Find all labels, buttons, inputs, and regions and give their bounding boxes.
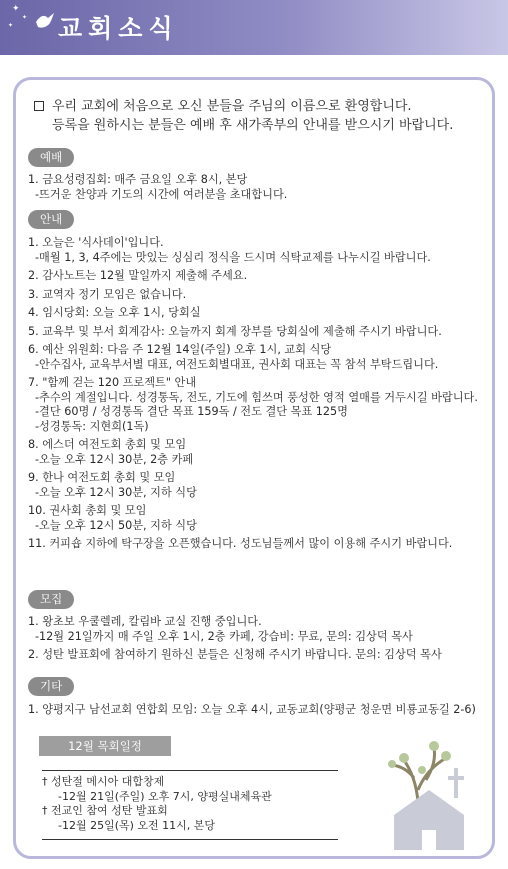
schedule-entry-title: † 전교인 참여 성탄 발표회 [42, 804, 168, 817]
list-item-text: 6. 예산 위원회: 다음 주 12월 14일(주일) 오후 1시, 교회 식당 [28, 343, 332, 356]
list-item-detail: -결단 60명 / 성경통독 결단 목표 159독 / 전도 결단 목표 125명 [35, 405, 348, 418]
section-etc [28, 703, 490, 722]
list-item-text: 4. 임시당회: 오늘 오후 1시, 당회실 [28, 306, 201, 319]
divider [42, 770, 338, 771]
list-item-detail: -12월 21일까지 매 주일 오후 1시, 2층 카페, 강습비: 무료, 문의: 김상덕 목사 [35, 629, 413, 643]
list-item-text: 1. 오늘은 '식사데이'입니다. [28, 236, 164, 249]
list-item-text: 2. 성탄 발표회에 참여하기 원하신 분들은 신청해 주시기 바랍니다. 문의: 김상덕 목사 [28, 648, 442, 661]
list-item [28, 236, 490, 265]
dove-icon [34, 10, 56, 32]
sparkle-icon: ✦ [12, 4, 20, 14]
list-item-text: 8. 에스더 여전도회 총회 및 모임 [28, 438, 187, 451]
section-label-etc: 기타 [28, 677, 74, 696]
section-notice [28, 236, 490, 556]
list-item [28, 648, 490, 663]
list-item [28, 504, 490, 533]
church-tree-illustration [374, 720, 484, 850]
list-item-detail: -오늘 오후 12시 30분, 2층 카페 [35, 452, 194, 466]
schedule-label: 12월 목회일정 [39, 736, 171, 756]
list-item-text: 5. 교육부 및 부서 회계감사: 오늘까지 회계 장부를 당회실에 제출해 주시기 바랍니다. [28, 324, 442, 338]
list-item [28, 288, 490, 303]
welcome-line: 등록을 원하시는 분들은 예배 후 새가족부의 안내를 받으시기 바랍니다. [52, 118, 454, 133]
list-item-detail: -추수의 계절입니다. 성경통독, 전도, 기도에 힘쓰며 풍성한 영적 열매를 거두시길 바랍니다. [35, 390, 478, 404]
section-label-worship: 예배 [28, 148, 74, 167]
list-item-text: 11. 커피숍 지하에 탁구장을 오픈했습니다. 성도님들께서 많이 이용해 주시기 바랍니다. [28, 537, 453, 550]
list-item [28, 325, 490, 340]
list-item-text: 2. 감사노트는 12월 말일까지 제출해 주세요. [28, 269, 248, 282]
header-banner [0, 0, 508, 55]
divider [42, 839, 338, 840]
list-item-text: 1. 금요성령집회: 매주 금요일 오후 8시, 본당 [28, 173, 248, 186]
checkbox-bullet-icon [34, 101, 44, 111]
page-title: 교회소식 [58, 14, 179, 43]
welcome-message [34, 97, 484, 135]
list-item-text: 10. 권사회 총회 및 모임 [28, 504, 147, 517]
list-item [28, 269, 490, 284]
list-item [28, 537, 490, 552]
list-item-detail: -오늘 오후 12시 30분, 지하 식당 [35, 485, 197, 499]
section-label-notice: 안내 [28, 210, 74, 229]
list-item-detail: -매월 1, 3, 4주에는 맛있는 싱심리 정식을 드시며 식탁교제를 나누시길 바랍니다. [35, 250, 431, 264]
welcome-line: 우리 교회에 처음으로 오신 분들을 주님의 이름으로 환영합니다. [52, 99, 412, 114]
list-item [28, 703, 490, 718]
sparkle-icon: ✦ [22, 14, 28, 21]
list-item-text: 9. 한나 여전도회 총회 및 모임 [28, 471, 176, 484]
section-label-recruit: 모집 [28, 590, 74, 609]
list-item [28, 438, 490, 467]
list-item-text: 7. "함께 걷는 120 프로젝트" 안내 [28, 376, 197, 389]
list-item [28, 615, 490, 644]
list-item [28, 306, 490, 321]
list-item-detail: -안수집사, 교육부서별 대표, 여전도회별대표, 권사회 대표는 꼭 참석 부탁드립니다. [35, 357, 439, 371]
list-item-detail: -오늘 오후 12시 50분, 지하 식당 [35, 518, 197, 532]
schedule-entry-detail: -12월 21일(주일) 오후 7시, 양평실내체육관 [58, 789, 272, 803]
list-item-text: 1. 왕초보 우쿨렐레, 칼림바 교실 진행 중입니다. [28, 615, 262, 628]
sparkle-icon: ✦ [8, 22, 14, 29]
list-item-text: 1. 양평지구 남선교회 연합회 모임: 오늘 오후 4시, 교동교회(양평군 청운면 비룡교동길 2-6) [28, 703, 476, 716]
news-card [13, 77, 495, 859]
list-item [28, 343, 490, 372]
section-recruit [28, 615, 490, 667]
list-item-detail: -뜨거운 찬양과 기도의 시간에 여러분을 초대합니다. [35, 187, 288, 201]
section-worship [28, 173, 490, 206]
list-item [28, 376, 490, 434]
list-item [28, 173, 490, 202]
list-item-detail: -성경통독: 지현희(1독) [35, 419, 149, 433]
schedule-entry-detail: -12월 25일(목) 오전 11시, 본당 [58, 818, 216, 832]
schedule-list [42, 770, 338, 844]
list-item-text: 3. 교역자 정기 모임은 없습니다. [28, 287, 187, 301]
list-item [28, 471, 490, 500]
schedule-entry-title: † 성탄절 메시아 대합창제 [42, 775, 165, 788]
